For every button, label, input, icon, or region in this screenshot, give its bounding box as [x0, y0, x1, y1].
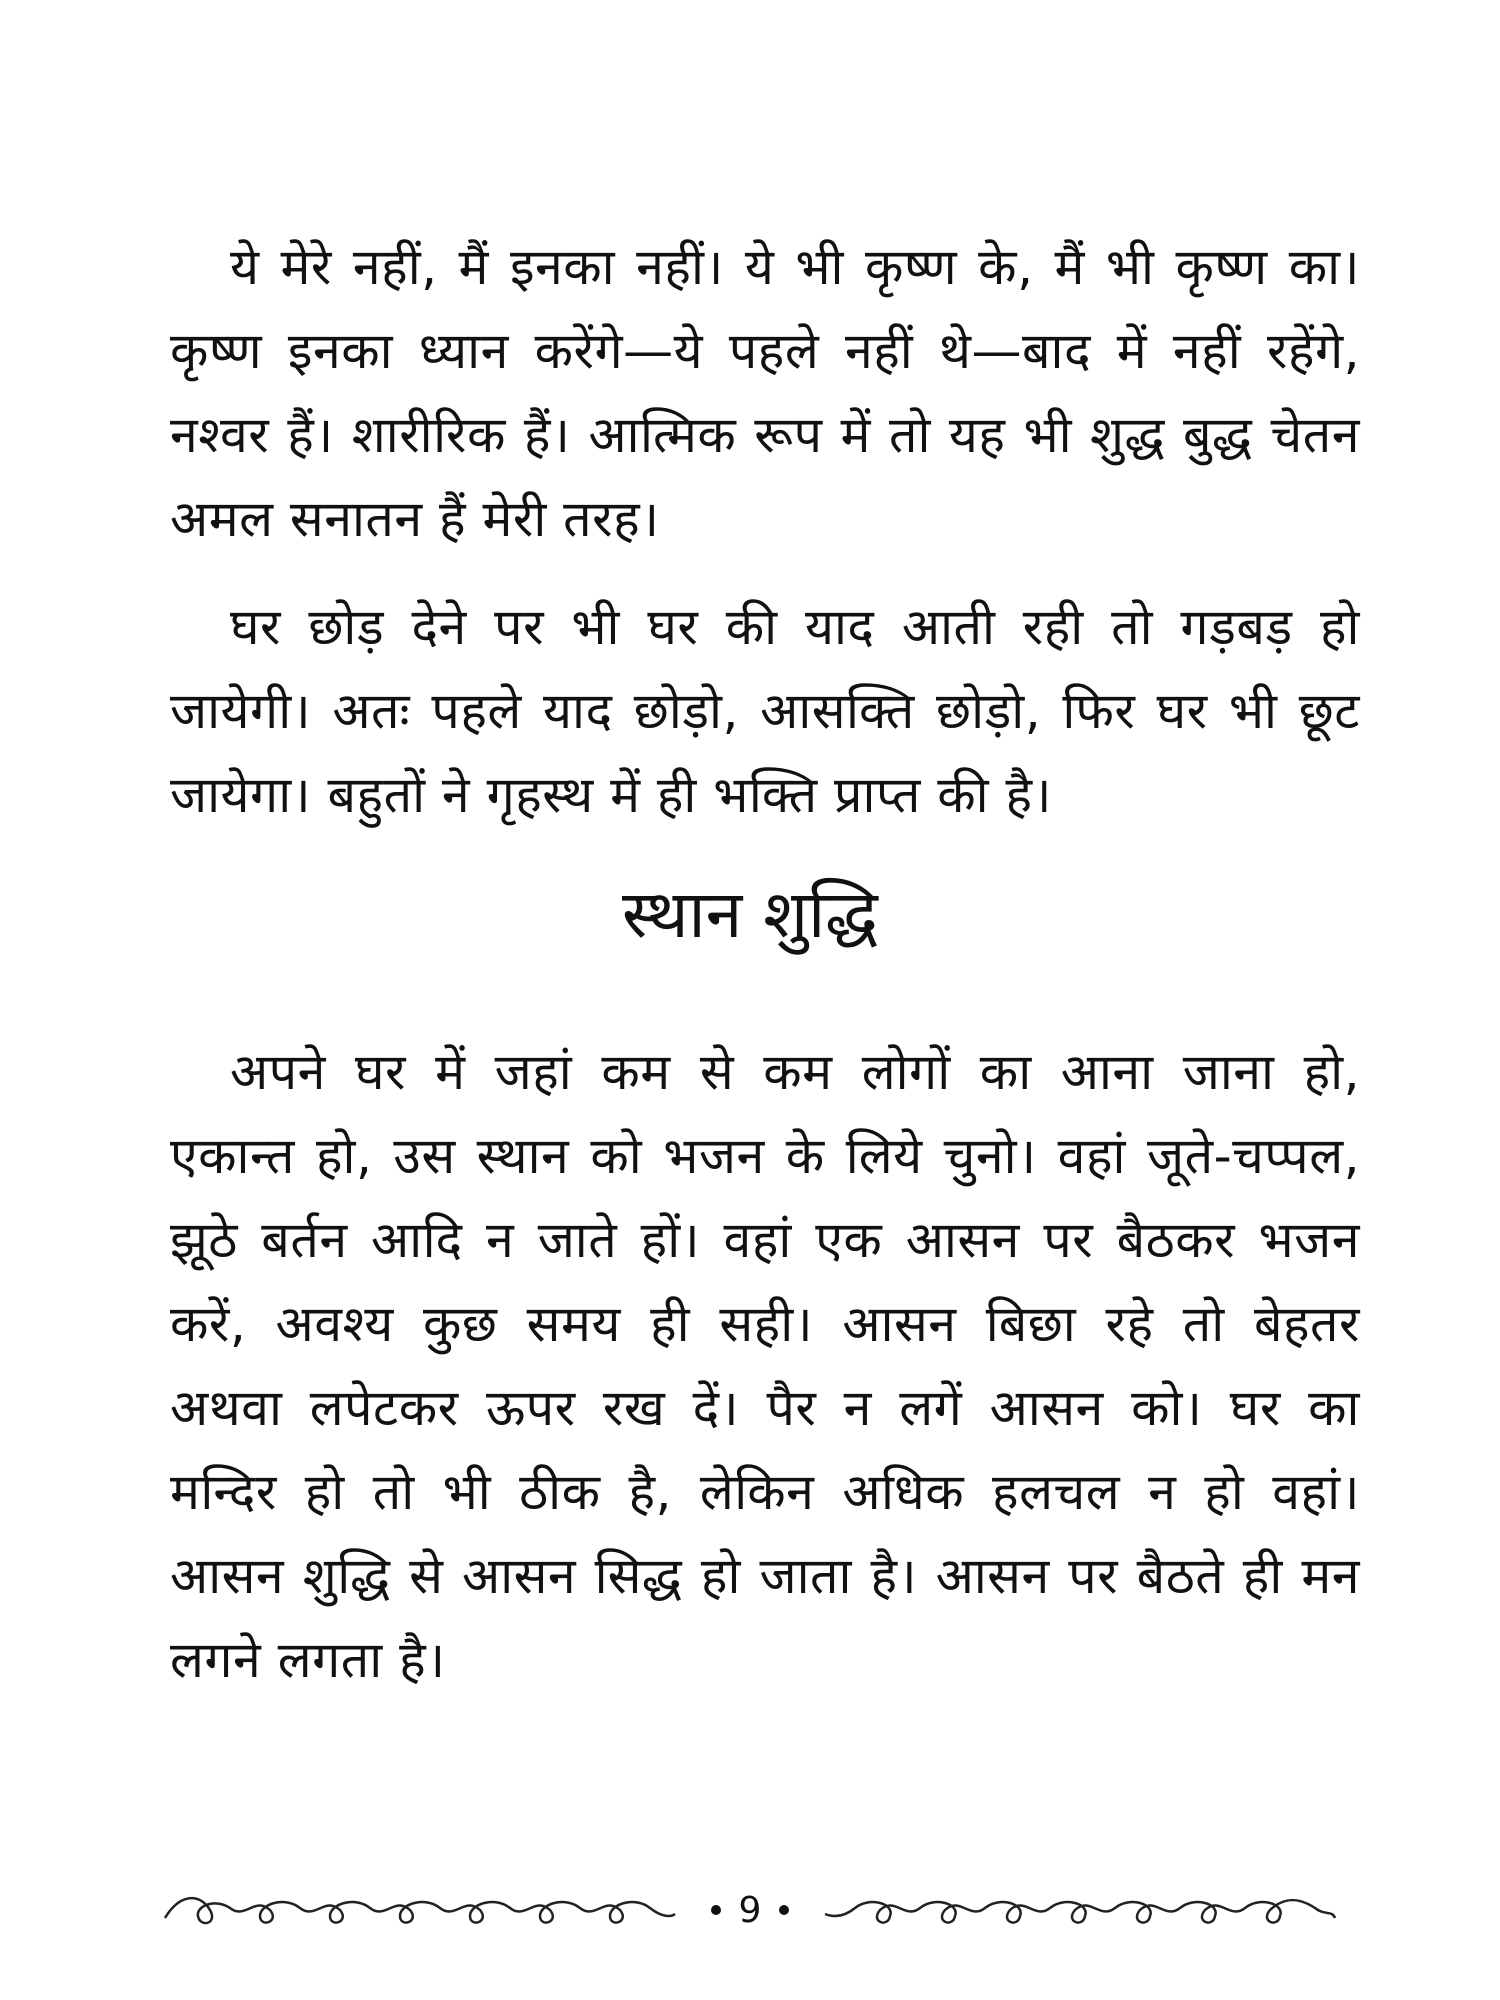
dot-icon [779, 1905, 789, 1915]
paragraph-1: ये मेरे नहीं, मैं इनका नहीं। ये भी कृष्ण के, मैं भी कृष्ण का। कृष्ण इनका ध्यान करेंगे—ये पहले नहीं थे—बाद में नहीं रहेंगे, नश्वर हैं। शारीरिक हैं। आत्मिक रूप में तो यह भी शुद्ध बुद्ध चेतन अमल सनातन हैं मेरी तरह। [170, 238, 1360, 548]
section-heading: स्थान शुद्धि [622, 876, 878, 953]
page-number-group [711, 1890, 790, 1931]
paragraph-2: घर छोड़ देने पर भी घर की याद आती रही तो गड़बड़ हो जायेगी। अतः पहले याद छोड़ो, आसक्ति छोड़ो, फिर घर भी छूट जायेगा। बहुतों ने गृहस्थ में ही भक्ति प्राप्त की है। [170, 598, 1360, 824]
page-footer [160, 1880, 1340, 1940]
dot-icon [711, 1905, 721, 1915]
paragraph-3: अपने घर में जहां कम से कम लोगों का आना जाना हो, एकान्त हो, उस स्थान को भजन के लिये चुनो। वहां जूते-चप्पल, झूठे बर्तन आदि न जाते हों। वहां एक आसन पर बैठकर भजन करें, अवश्य कुछ समय ही सही। आसन बिछा रहे तो बेहतर अथवा लपेटकर ऊपर रख दें। पैर न लगें आसन को। घर का मन्दिर हो तो भी ठीक है, लेकिन अधिक हलचल न हो वहां। आसन शुद्धि से आसन सिद्ध हो जाता है। आसन पर बैठते ही मन लगने लगता है। [170, 1043, 1360, 1689]
page-number: 9 [738, 1889, 762, 1931]
left-ornament-icon [160, 1888, 680, 1932]
right-ornament-icon [820, 1888, 1340, 1932]
